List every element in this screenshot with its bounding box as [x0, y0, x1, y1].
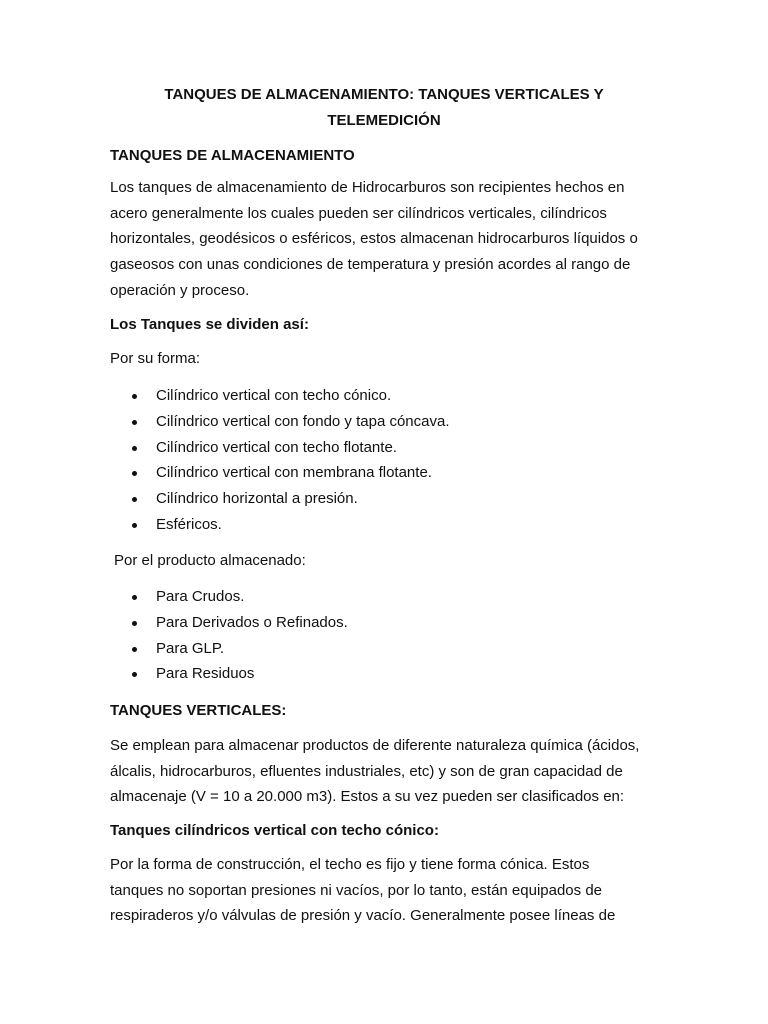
list-item: Cilíndrico vertical con membrana flotante. [110, 460, 662, 486]
vertical-paragraph [110, 733, 662, 810]
list-item: Cilíndrico vertical con techo flotante. [110, 435, 662, 461]
section-heading-verticales: TANQUES VERTICALES: [110, 702, 287, 719]
division-heading: Los Tanques se dividen así: [110, 316, 309, 333]
intro-line: Los tanques de almacenamiento de Hidrocarburos son recipientes hechos en [110, 179, 625, 196]
intro-line: acero generalmente los cuales pueden ser cilíndricos verticales, cilíndricos [110, 204, 607, 222]
document-title [108, 82, 660, 134]
vertical-line: almacenaje (V = 10 a 20.000 m3). Estos a su vez pueden ser clasificados en: [110, 788, 625, 806]
list-item: Cilíndrico vertical con techo cónico. [110, 383, 662, 409]
list-item: Para GLP. [110, 636, 662, 662]
conical-paragraph [110, 852, 662, 929]
list-item: Para Residuos [110, 661, 662, 687]
intro-paragraph [110, 175, 662, 304]
list-item: Cilíndrico horizontal a presión. [110, 486, 662, 512]
list-item: Cilíndrico vertical con fondo y tapa cóncava. [110, 409, 662, 435]
intro-line: operación y proceso. [110, 281, 250, 299]
list-item: Para Derivados o Refinados. [110, 610, 662, 636]
section-heading-almacenamiento: TANQUES DE ALMACENAMIENTO [110, 147, 355, 164]
by-product-label: Por el producto almacenado: [114, 552, 306, 569]
intro-line: gaseosos con unas condiciones de temperatura y presión acordes al rango de [110, 256, 631, 274]
list-item: Para Crudos. [110, 584, 662, 610]
vertical-line: Se emplean para almacenar productos de diferente naturaleza química (ácidos, [110, 737, 640, 754]
title-line-1: TANQUES DE ALMACENAMIENTO: TANQUES VERTICALES Y [164, 86, 604, 103]
conical-line: Por la forma de construcción, el techo es fijo y tiene forma cónica. Estos [110, 856, 590, 873]
vertical-line: álcalis, hidrocarburos, efluentes industriales, etc) y son de gran capacidad de [110, 762, 623, 780]
conical-line: respiraderos y/o válvulas de presión y vacío. Generalmente posee líneas de [110, 907, 616, 925]
conical-line: tanques no soportan presiones ni vacíos, por lo tanto, están equipados de [110, 881, 603, 899]
by-shape-list [110, 383, 662, 538]
by-shape-label: Por su forma: [110, 350, 201, 367]
title-line-2: TELEMEDICIÓN [327, 112, 441, 129]
by-product-list [110, 584, 662, 687]
list-item: Esféricos. [110, 512, 662, 538]
intro-line: horizontales, geodésicos o esféricos, estos almacenan hidrocarburos líquidos o [110, 230, 638, 248]
subsection-heading-conical: Tanques cilíndricos vertical con techo cónico: [110, 822, 439, 839]
